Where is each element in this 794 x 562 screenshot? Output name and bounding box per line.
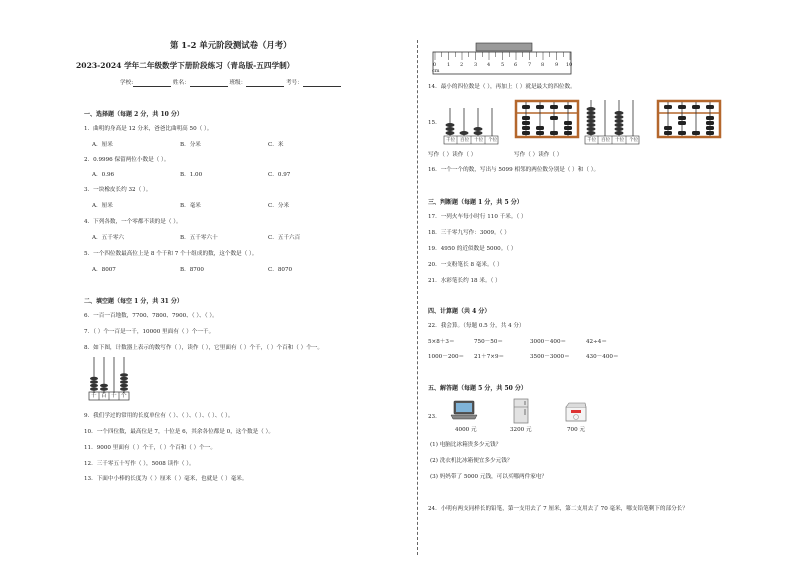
question-23: 23．	[428, 414, 441, 420]
page-title: 第 1-2 单元阶段测试卷（月考）	[170, 40, 292, 50]
ruler-unit: cm	[432, 68, 440, 74]
calc-item: 21＋7×9＝	[474, 354, 505, 360]
refrigerator-icon	[511, 398, 531, 424]
ruler-number: 1	[447, 62, 451, 68]
option: A．五千零六	[92, 235, 125, 241]
abacus-framed-1	[514, 98, 580, 150]
option: A．厘米	[92, 142, 113, 148]
ruler-number: 9	[555, 62, 559, 68]
question-14: 14．最小的四位数是（ ），再加上（ ）就是最大的四位数。	[428, 84, 576, 90]
option: C．五千六百	[268, 235, 301, 241]
option: A．8007	[92, 267, 116, 273]
student-info-line: 学校: 姓名： 班级： 考号：	[120, 80, 341, 87]
column-divider	[417, 40, 418, 555]
ruler-number: 4	[487, 62, 491, 68]
place-label: 百位	[460, 138, 470, 143]
sub-question: (3) 妈妈带了 5000 元钱，可以买哪两件家电？	[430, 474, 547, 480]
abacus-label: 百	[101, 393, 107, 399]
section-heading-solve: 五、解答题（每题 5 分，共 50 分）	[428, 385, 527, 392]
judge-item: 19．4950 的近似数是 5000。（ ）	[428, 246, 517, 252]
option: B．1.00	[180, 172, 203, 178]
calc-item: 3000－400＝	[530, 339, 567, 345]
abacus-label: 个	[121, 393, 127, 399]
question-stem: 5．一个四位数最高位上是 8 个千和 7 个十组成的数，这个数是（ ）。	[84, 251, 258, 257]
price-refrigerator: 3200 元	[510, 427, 532, 433]
ruler-number: 7	[528, 62, 532, 68]
abacus-label: 千	[91, 393, 97, 399]
option: C．0.97	[268, 172, 291, 178]
place-label: 十位	[615, 138, 625, 143]
section-heading-choice: 一、选择题（每题 2 分，共 10 分）	[84, 111, 183, 118]
question-stem: 2．0.9996 保留两位小数是（ ）。	[84, 157, 170, 163]
place-label: 百位	[601, 138, 611, 143]
ruler-diagram	[430, 40, 575, 80]
question-stem: 4．下列各数，一个零都不读的是（ ）。	[84, 219, 182, 225]
place-label: 个位	[488, 138, 498, 143]
abacus-framed-2	[656, 98, 722, 150]
option: B．五千零六十	[180, 235, 218, 241]
question-6: 6．一百一百地数，7700、7800、7900、（ ）、（ ）。	[84, 313, 218, 319]
price-washing-machine: 700 元	[567, 427, 586, 433]
question-13: 13．下面中小棒的长度为（ ）厘米（ ）毫米，也就是（ ）毫米。	[84, 476, 248, 482]
sub-question: (1) 电脑比冰箱贵多少元钱？	[430, 442, 502, 448]
question-11: 11．9000 里面有（ ）个千，（ ）个百和（ ）个一。	[84, 445, 216, 451]
calc-item: 750－50＝	[474, 339, 503, 345]
price-computer: 4000 元	[455, 427, 477, 433]
ruler-number: 3	[474, 62, 478, 68]
page-subtitle: 2023-2024 学年二年级数学下册阶段练习（青岛版-五四学制）	[76, 61, 295, 70]
option: B．8700	[180, 267, 204, 273]
judge-item: 18．三千零九写作：3009。（ ）	[428, 230, 510, 236]
place-label: 千位	[587, 138, 597, 143]
option: C．分米	[268, 203, 290, 209]
judge-item: 20．一支粉笔长 8 毫米。（ ）	[428, 262, 503, 268]
washing-machine-icon	[563, 401, 589, 423]
question-stem: 1．曲明的身高是 12 分米，爸爸比曲明高 50（ ）。	[84, 126, 213, 132]
ruler-number: 0	[433, 62, 437, 68]
q15-write-2: 写作（ ）读作（ ）	[514, 152, 563, 158]
place-label: 千位	[446, 138, 456, 143]
option: B．毫米	[180, 203, 201, 209]
abacus-label: 十	[111, 393, 117, 399]
question-22: 22．我会算。（每题 0.5 分，共 4 分）	[428, 323, 525, 329]
question-9: 9．我们学过的常用的长度单位有（ ）、（ ）、（ ）、（ ）、（ ）。	[84, 413, 234, 419]
place-label: 十位	[474, 138, 484, 143]
calc-item: 430－400＝	[586, 354, 619, 360]
computer-icon	[450, 400, 478, 420]
question-24: 24．小明有两支同样长的铅笔，第一支用去了 7 厘米，第二支用去了 70 毫米，哪支铅笔剩下的部分长？	[428, 506, 688, 512]
question-8: 8．如下图，计数器上表示的数写作（ ），读作（ ），它里面有（ ）个千，（ ）个百和（ ）个一。	[84, 345, 323, 351]
ruler-number: 8	[541, 62, 545, 68]
q15-write-1: 写作（ ）读作（ ）	[428, 152, 477, 158]
calc-item: 1000－200＝	[428, 354, 465, 360]
question-16: 16．一个一个的数，写出与 5099 相邻的两位数分别是（ ）和（ ）。	[428, 167, 600, 173]
option: C．米	[268, 142, 284, 148]
question-10: 10．一个四位数，最高位是 7，十位是 6，其余各位都是 0，这个数是（ ）。	[84, 429, 274, 435]
calc-item: 42÷4＝	[586, 339, 607, 345]
option: C．8070	[268, 267, 293, 273]
sub-question: (2) 洗衣机比冰箱便宜多少元钱？	[430, 458, 513, 464]
ruler-number: 10	[566, 62, 573, 68]
ruler-number: 2	[460, 62, 464, 68]
section-heading-fill: 二、填空题（每空 1 分，共 31 分）	[84, 298, 183, 305]
section-heading-judge: 三、判断题（每题 1 分，共 5 分）	[428, 199, 523, 206]
option: A．厘米	[92, 203, 113, 209]
question-stem: 3．一块橡皮长约 32（ ）。	[84, 187, 152, 193]
option: A．0.96	[92, 172, 115, 178]
section-heading-calc: 四、计算题（共 4 分）	[428, 308, 491, 315]
ruler-number: 6	[514, 62, 518, 68]
calc-item: 3500－3000＝	[530, 354, 570, 360]
question-7: 7．（ ）个一百是一千，10000 里面有（ ）个一千。	[84, 329, 215, 335]
option: B．分米	[180, 142, 201, 148]
place-label: 个位	[629, 138, 639, 143]
question-12: 12．三千零五十写作（ ），5008 读作（ ）。	[84, 461, 195, 467]
question-15: 15．	[428, 120, 441, 126]
judge-item: 17．一列火车每小时行 110 千米。（ ）	[428, 214, 527, 220]
calc-item: 5×8＋3＝	[428, 339, 455, 345]
judge-item: 21．水彩笔长约 18 米。（ ）	[428, 278, 501, 284]
ruler-number: 5	[501, 62, 505, 68]
